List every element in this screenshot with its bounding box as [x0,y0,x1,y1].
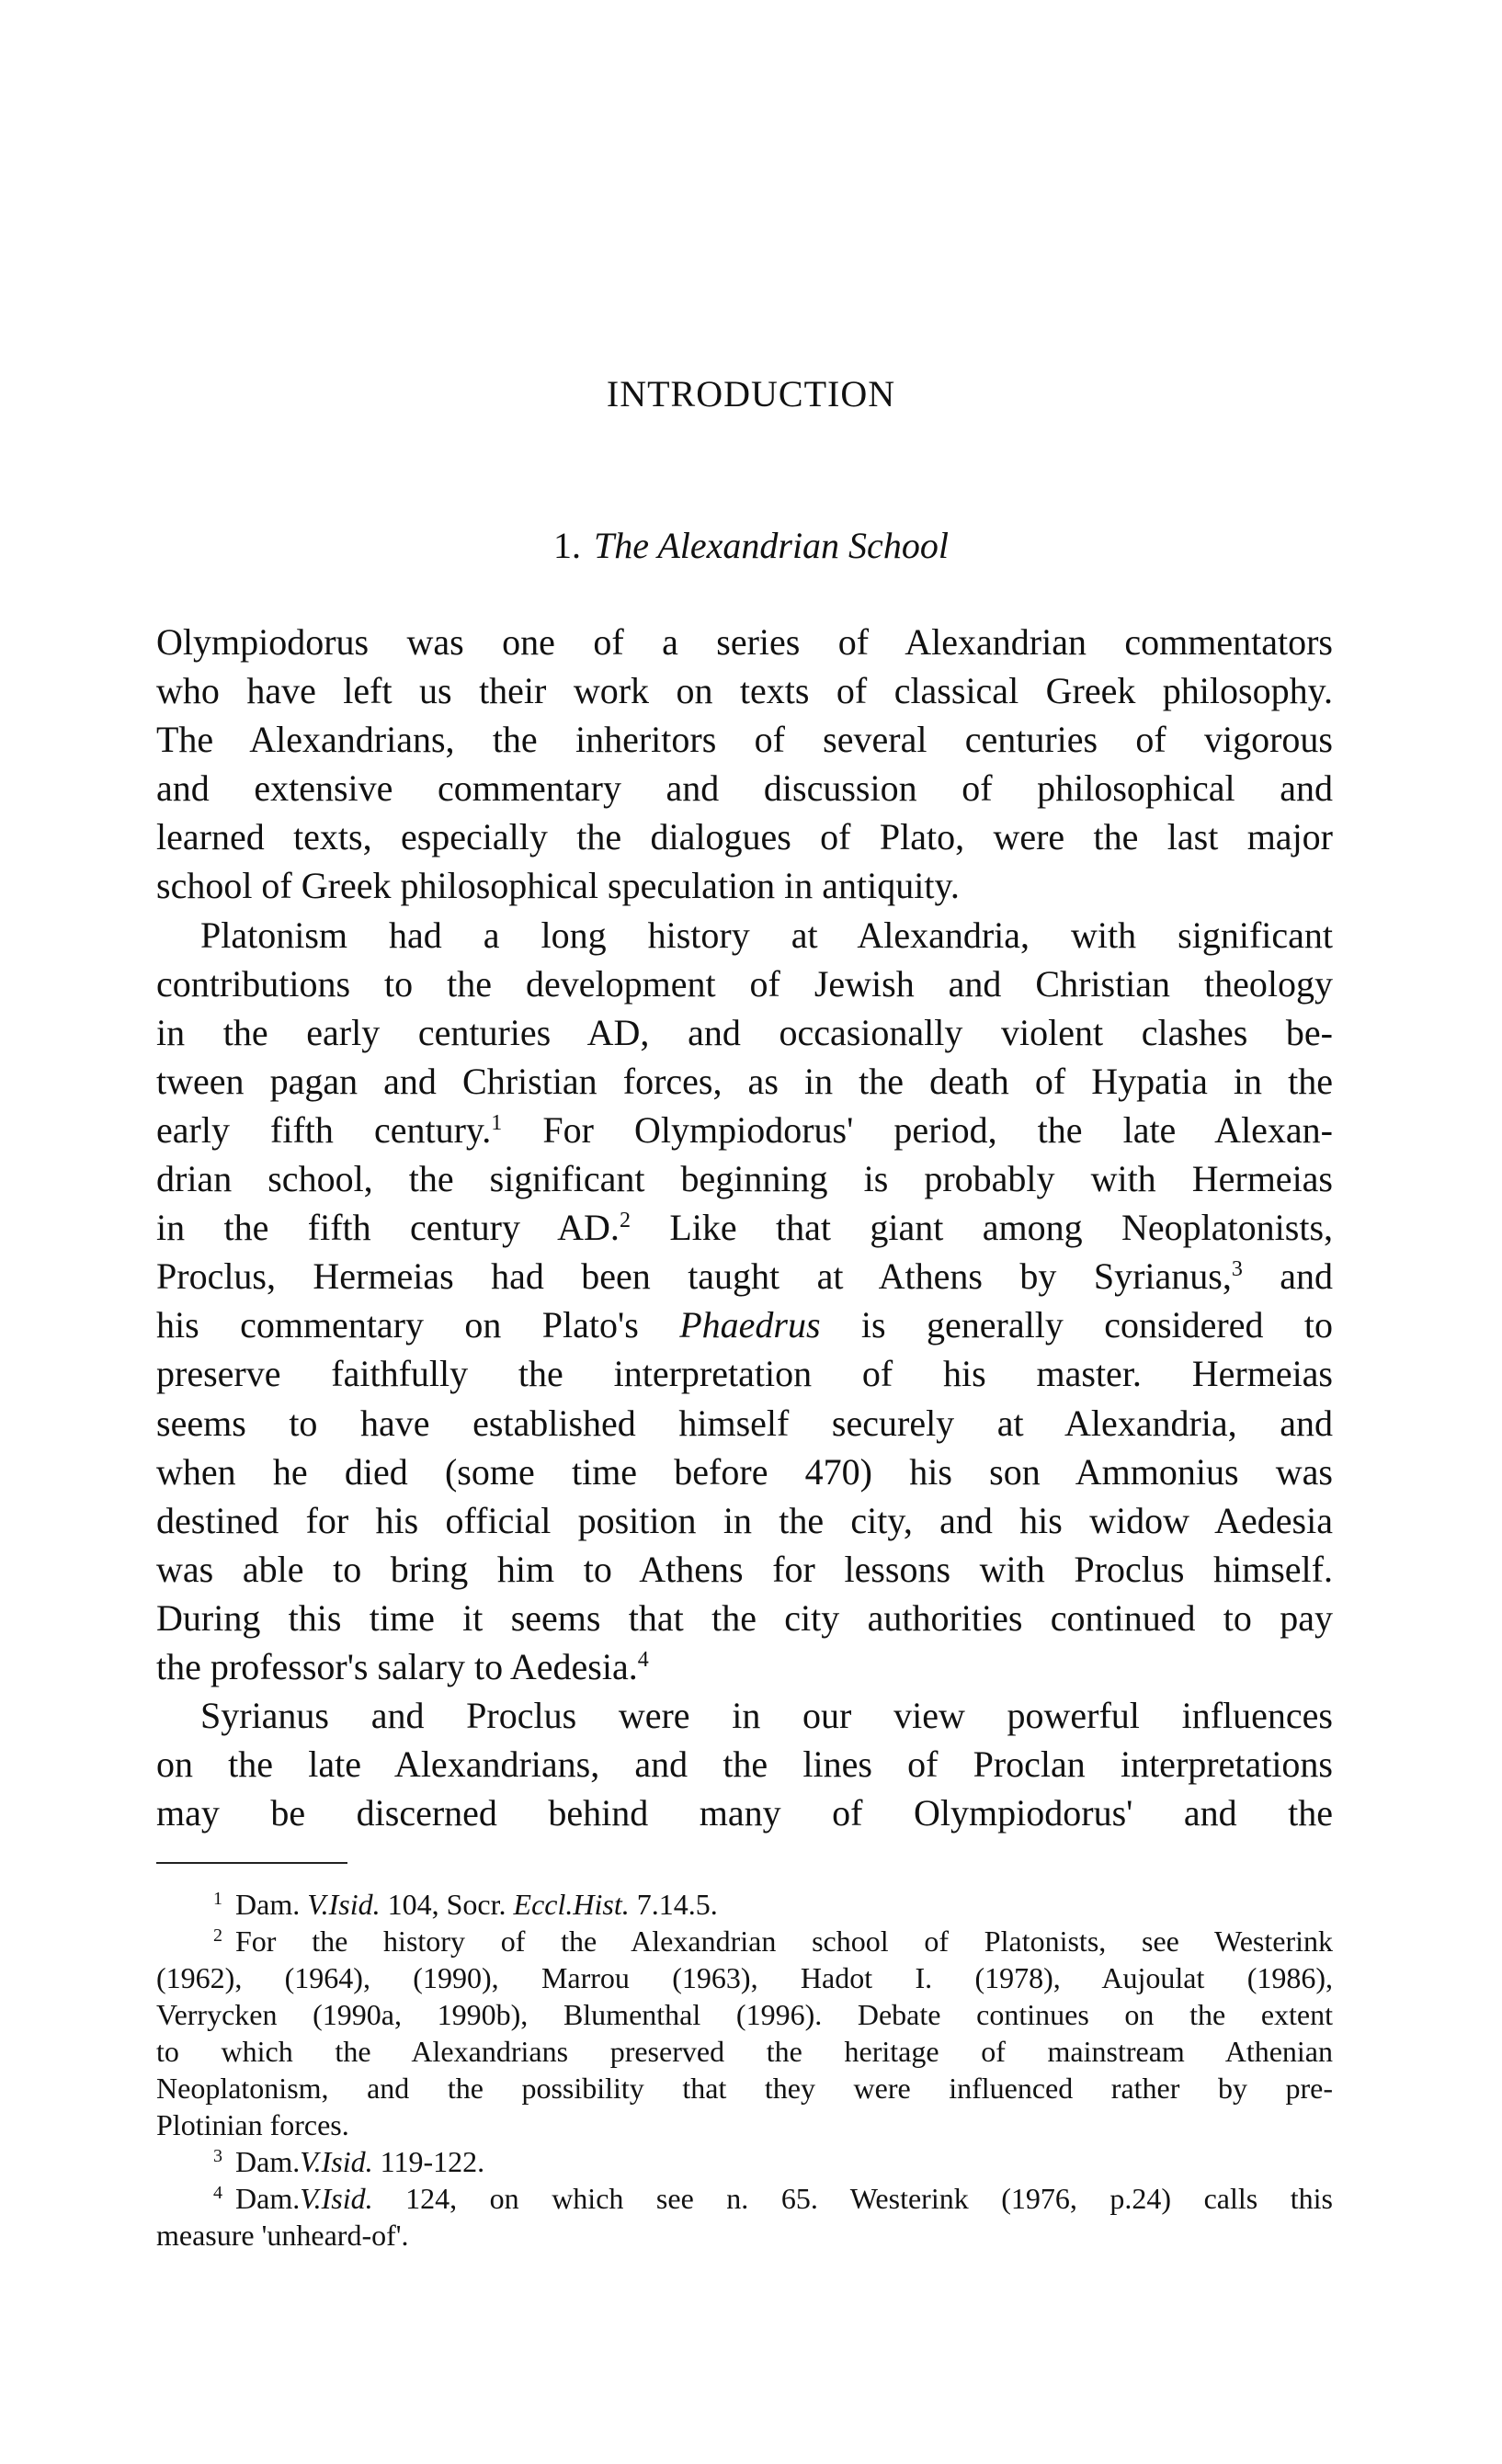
body-line [156,861,1333,910]
footnote-marker: 3 [1231,1257,1243,1282]
footnote-line [156,2180,1333,2217]
footnote-marker: 1 [213,1889,222,1909]
body-line [156,812,1333,861]
italic-text: V.Isid. [307,1888,381,1921]
text-run: drian school, the significant beginning is probably with Hermeias [156,1158,1333,1200]
body-line [156,1691,1333,1740]
text-run: in the fifth century AD. [156,1207,620,1249]
text-run: contributions to the development of Jewish and Christian theology [156,962,1333,1005]
body-line [156,1203,1333,1252]
text-run: his commentary on Plato's [156,1304,680,1346]
text-run: learned texts, especially the dialogues of Plato, were the last major [156,816,1333,858]
text-run: school of Greek philosophical speculation in antiquity. [156,865,960,907]
text-run: 119-122. [372,2145,485,2178]
text-run: destined for his official position in the city, and his widow Aedesia [156,1499,1333,1541]
footnote-line [156,1996,1333,2033]
body-line [156,1642,1333,1691]
body-line [156,1788,1333,1837]
body-line [156,1399,1333,1448]
footnotes [156,1886,1333,2254]
body-line [156,1008,1333,1057]
body-line [156,764,1333,812]
text-run: 7.14.5. [629,1888,718,1921]
text-run: early fifth century. [156,1108,492,1151]
footnote-marker: 1 [491,1110,503,1135]
italic-text: Eccl.Hist. [513,1888,630,1921]
text-run: who have left us their work on texts of classical Greek philosophy. [156,670,1333,712]
footnote-line [156,1923,1333,1959]
footnote-line [156,1886,1333,1923]
body-line [156,1300,1333,1349]
body-line [156,1057,1333,1106]
footnote-marker: 4 [213,2183,222,2203]
body-line [156,618,1333,666]
section-heading [0,524,1502,567]
text-run: Dam. [235,2182,301,2215]
body-line [156,1740,1333,1788]
body-line [156,1252,1333,1300]
text-run: was able to bring him to Athens for lessons with Proclus himself. [156,1548,1333,1590]
text-run: when he died (some time before 470) his son Ammonius was [156,1450,1333,1493]
footnote-line [156,1959,1333,1996]
footnote-marker: 3 [213,2146,222,2166]
italic-text: V.Isid. [300,2145,373,2178]
text-run: may be discerned behind many of Olympiodorus' and the [156,1792,1333,1834]
footnote-marker: 2 [213,1925,222,1946]
text-run: For the history of the Alexandrian school of Platonists, see Westerink [235,1925,1333,1958]
footnote-line [156,2033,1333,2070]
text-run: Dam. [235,2145,301,2178]
body-line [156,666,1333,715]
footnote-marker: 2 [619,1209,631,1233]
footnote-rule [156,1862,347,1864]
text-run: 104, Socr. [380,1888,514,1921]
text-run: During this time it seems that the city authorities continued to pay [156,1596,1333,1639]
body-line [156,1349,1333,1398]
footnote-line [156,2217,1333,2254]
text-run: and extensive commentary and discussion of philosophical and [156,767,1333,810]
body-line [156,911,1333,959]
body-line [156,1545,1333,1594]
text-run: 124, on which see n. 65. Westerink (1976, p.24) calls this [372,2182,1333,2215]
text-run: The Alexandrians, the inheritors of several centuries of vigorous [156,719,1333,761]
text-run: preserve faithfully the interpretation of his master. Hermeias [156,1353,1333,1395]
footnote-line [156,2106,1333,2143]
body-line [156,1154,1333,1203]
footnote-line [156,2143,1333,2180]
text-run: tween pagan and Christian forces, as in the death of Hypatia in the [156,1060,1333,1102]
footnote-marker: 4 [637,1647,649,1672]
text-run: Syrianus and Proclus were in our view powerful influences [200,1695,1333,1737]
italic-text: Phaedrus [679,1304,821,1346]
text-run: in the early centuries AD, and occasionally violent clashes be- [156,1011,1333,1053]
text-run: is generally considered to [820,1304,1333,1346]
section-number: 1. [553,525,582,566]
footnote-line [156,2070,1333,2106]
text-run: Olympiodorus was one of a series of Alexandrian commentators [156,621,1333,663]
italic-text: V.Isid. [300,2182,373,2215]
text-run: the professor's salary to Aedesia. [156,1645,638,1687]
text-run: Plotinian forces. [156,2108,349,2141]
body-line [156,959,1333,1008]
text-run: Dam. [235,1888,308,1921]
body-line [156,1448,1333,1496]
text-run: For Olympiodorus' period, the late Alexan- [502,1108,1334,1151]
text-run: to which the Alexandrians preserved the heritage of mainstream Athenian [156,2035,1333,2068]
text-run: measure 'unheard-of'. [156,2219,409,2252]
text-run: seems to have established himself securely at Alexandria, and [156,1402,1333,1444]
body-line [156,1496,1333,1545]
chapter-title: INTRODUCTION [606,373,896,414]
text-run: on the late Alexandrians, and the lines of Proclan interpretations [156,1743,1333,1786]
text-run: (1962), (1964), (1990), Marrou (1963), Hadot I. (1978), Aujoulat (1986), [156,1961,1333,1994]
text-run: and [1242,1255,1333,1298]
text-run: Neoplatonism, and the possibility that they were influenced rather by pre- [156,2072,1333,2105]
text-run: Like that giant among Neoplatonists, [630,1207,1334,1249]
section-title: The Alexandrian School [594,525,949,566]
body-line [156,1594,1333,1642]
body-text [156,618,1333,1837]
text-run: Verrycken (1990a, 1990b), Blumenthal (1996). Debate continues on the extent [156,1998,1333,2031]
body-line [156,1106,1333,1154]
body-line [156,715,1333,764]
text-run: Platonism had a long history at Alexandria, with significant [200,914,1333,956]
text-run: Proclus, Hermeias had been taught at Athens by Syrianus, [156,1255,1232,1298]
